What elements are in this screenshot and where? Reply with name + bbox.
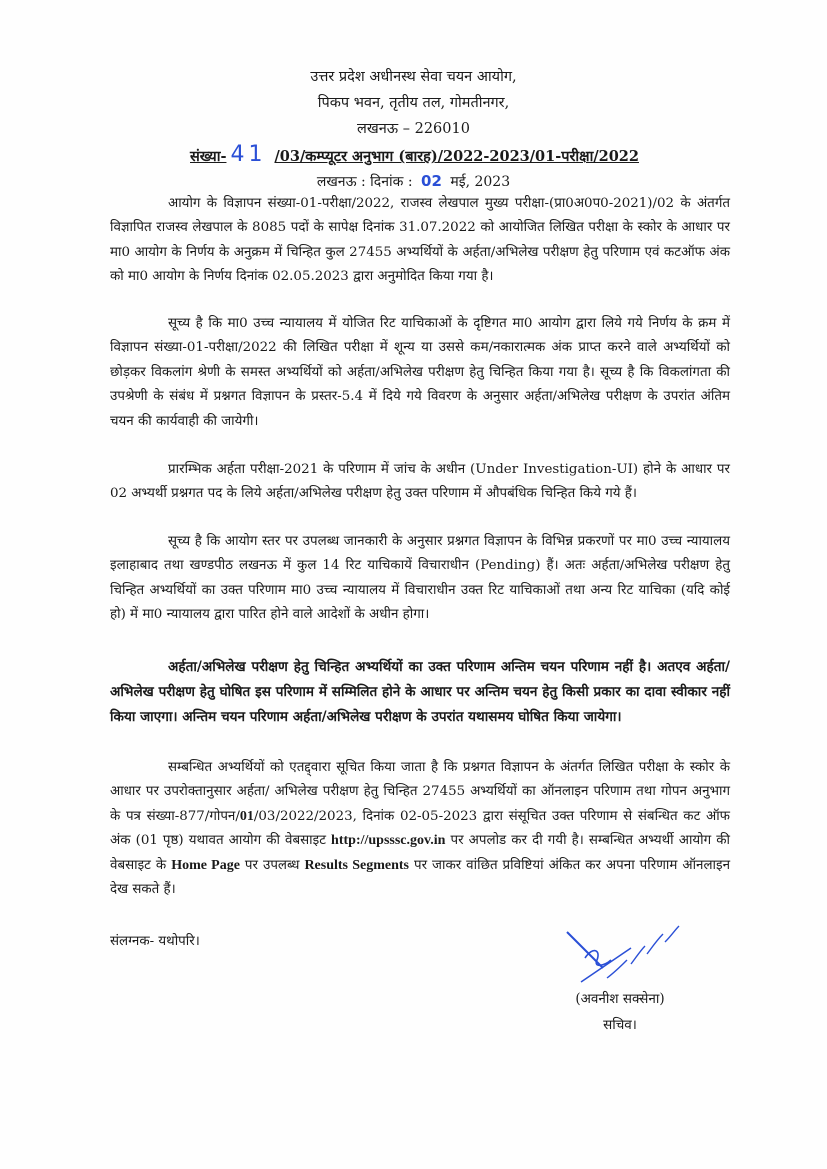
text-fragment-bold: 01 (239, 808, 254, 824)
home-page-label: Home Page (171, 857, 240, 873)
signatory-name: (अवनीश सक्सेना) (575, 991, 665, 1007)
signature-date-strokes (607, 926, 679, 978)
handwritten-reference-number: 41 (230, 142, 267, 167)
paragraph-text: सूच्य है कि आयोग स्तर पर उपलब्ध जानकारी के अनुसार प्रश्नगत विज्ञापन के विभिन्न प्रकरणों पर मा0 उच्च न्यायालय इलाहाबाद तथा खण्डपीठ लखनऊ में कुल 14 रिट याचिकायें विचाराधीन (Pending) हैं। अतः अर्हता/अभिलेख परीक्षण हेतु चिन्हित अभ्यर्थियों का उक्त परिणाम मा0 उच्च न्यायालय में विचाराधीन उक्त रिट याचिकाओं तथा अन्य रिट याचिका (यदि कोई हो) में मा0 न्यायालय द्वारा पारित होने वाले आदेशों के अधीन होगा। (110, 534, 730, 623)
reference-prefix: संख्या- (190, 148, 227, 165)
paragraph-online-result (110, 756, 730, 902)
handwritten-day: 02 (421, 172, 442, 190)
text-fragment: पर जाकर वांछित प्रविष्टियां अंकित कर अपना परिणाम ऑनलाइन देख सकते हैं। (110, 857, 731, 898)
text-fragment: पर उपलब्ध (239, 857, 305, 873)
paragraph-approval (110, 192, 730, 290)
dateline (0, 170, 827, 193)
results-segments-label: Results Segments (304, 857, 409, 873)
reference-number (190, 144, 639, 168)
city-pincode: लखनऊ – 226010 (357, 121, 470, 137)
paragraph-text: प्रारम्भिक अर्हता परीक्षा-2021 के परिणाम में जांच के अधीन (Under Investigation-UI) होने के आधार पर 02 अभ्यर्थी प्रश्नगत पद के लिये अर्हता/अभिलेख परीक्षण हेतु उक्त परिणाम में औपबंधिक चिन्हित किये गये हैं। (110, 462, 730, 502)
text-fragment: सम्बन्धित अभ्यर्थियों को एतद्द्वारा सूचित किया जाता है कि प्रश्नगत विज्ञापन के अंतर्गत लिखित परीक्षा के स्कोर के आधार पर उपरोक्तानुसार अर्हता/ अभिलेख परीक्षण हेतु चिन्हित 27455 अभ्यर्थियों का ऑनलाइन परिणाम तथा गोपन अनुभाग के पत्र संख्या-877/गोपन/ (110, 760, 730, 824)
signature-stroke (567, 932, 603, 968)
paragraph-text: सूच्य है कि मा0 उच्च न्यायालय में योजित रिट याचिकाओं के दृष्टिगत मा0 आयोग द्वारा लिये गये निर्णय के क्रम में विज्ञापन संख्या-01-परीक्षा/2022 की लिखित परीक्षा में शून्य या उससे कम/नकारात्मक अंक प्राप्त करने वाले अभ्यर्थियों को छोड़कर विकलांग श्रेणी के समस्त अभ्यर्थियों को अर्हता/अभिलेख परीक्षण हेतु चिन्हित किया गया है। सूच्य है कि विकलांगता की उपश्रेणी के संबंध में प्रश्नगत विज्ञापन के प्रस्तर-5.4 में दिये गये विवरण के अनुसार अर्हता/अभिलेख परीक्षण के उपरांत अंतिम चयन की कार्यवाही की जायेगी। (110, 316, 730, 429)
organization-name: उत्तर प्रदेश अधीनस्थ सेवा चयन आयोग, (310, 69, 517, 85)
handwritten-signature (545, 920, 695, 990)
paragraph-text: आयोग के विज्ञापन संख्या-01-परीक्षा/2022, राजस्व लेखपाल मुख्य परीक्षा-(प्रा0अ0प0-2021)/02 के अंतर्गत विज्ञापित राजस्व लेखपाल के 8085 पदों के सापेक्ष दिनांक 31.07.2022 को आयोजित लिखित परीक्षा के स्कोर के आधार पर मा0 आयोग के निर्णय के अनुक्रम में चिन्हित कुल 27455 अभ्यर्थियों के अर्हता/अभिलेख परीक्षण हेतु परिणाम एवं कटऑफ अंक को मा0 आयोग के निर्णय दिनांक 02.05.2023 द्वारा अनुमोदित किया गया है। (110, 196, 730, 285)
text-fragment: /03/2022/2023, दिनांक 02-05-2023 द्वारा संसूचित उक्त परिणाम से संबन्धित कट ऑफ अंक (01 पृष्ठ) यथावत आयोग की वेबसाइट (110, 808, 730, 849)
dateline-suffix: मई, 2023 (450, 174, 511, 190)
paragraph-disabled-category (110, 312, 730, 434)
paragraph-text: अर्हता/अभिलेख परीक्षण हेतु चिन्हित अभ्यर्थियों का उक्त परिणाम अन्तिम चयन परिणाम नहीं है। अतएव अर्हता/अभिलेख परीक्षण हेतु घोषित इस परिणाम में सम्मिलित होने के आधार पर अन्तिम चयन हेतु किसी प्रकार का दावा स्वीकार नहीं किया जाएगा। अन्तिम चयन परिणाम अर्हता/अभिलेख परीक्षण के उपरांत यथासमय घोषित किया जायेगा। (110, 659, 730, 725)
paragraph-under-investigation (110, 458, 730, 507)
dateline-prefix: लखनऊ : दिनांक : (316, 174, 413, 190)
address-line: पिकप भवन, तृतीय तल, गोमतीनगर, (317, 95, 510, 111)
paragraph-text (110, 756, 730, 902)
signatory-designation: सचिव। (603, 1017, 637, 1033)
text-fragment: पर अपलोड कर दी गयी है। सम्बन्धित अभ्यर्थी आयोग की वेबसाइट के (110, 833, 731, 873)
enclosure-note: संलग्नक- यथोपरि। (110, 934, 200, 949)
website-link[interactable]: http://upsssc.gov.in (331, 833, 446, 849)
paragraph-pending-petitions (110, 530, 730, 628)
reference-suffix: /03/कम्प्यूटर अनुभाग (बारह)/2022-2023/01-परीक्षा/2022 (274, 148, 639, 165)
paragraph-not-final-result (110, 655, 730, 730)
